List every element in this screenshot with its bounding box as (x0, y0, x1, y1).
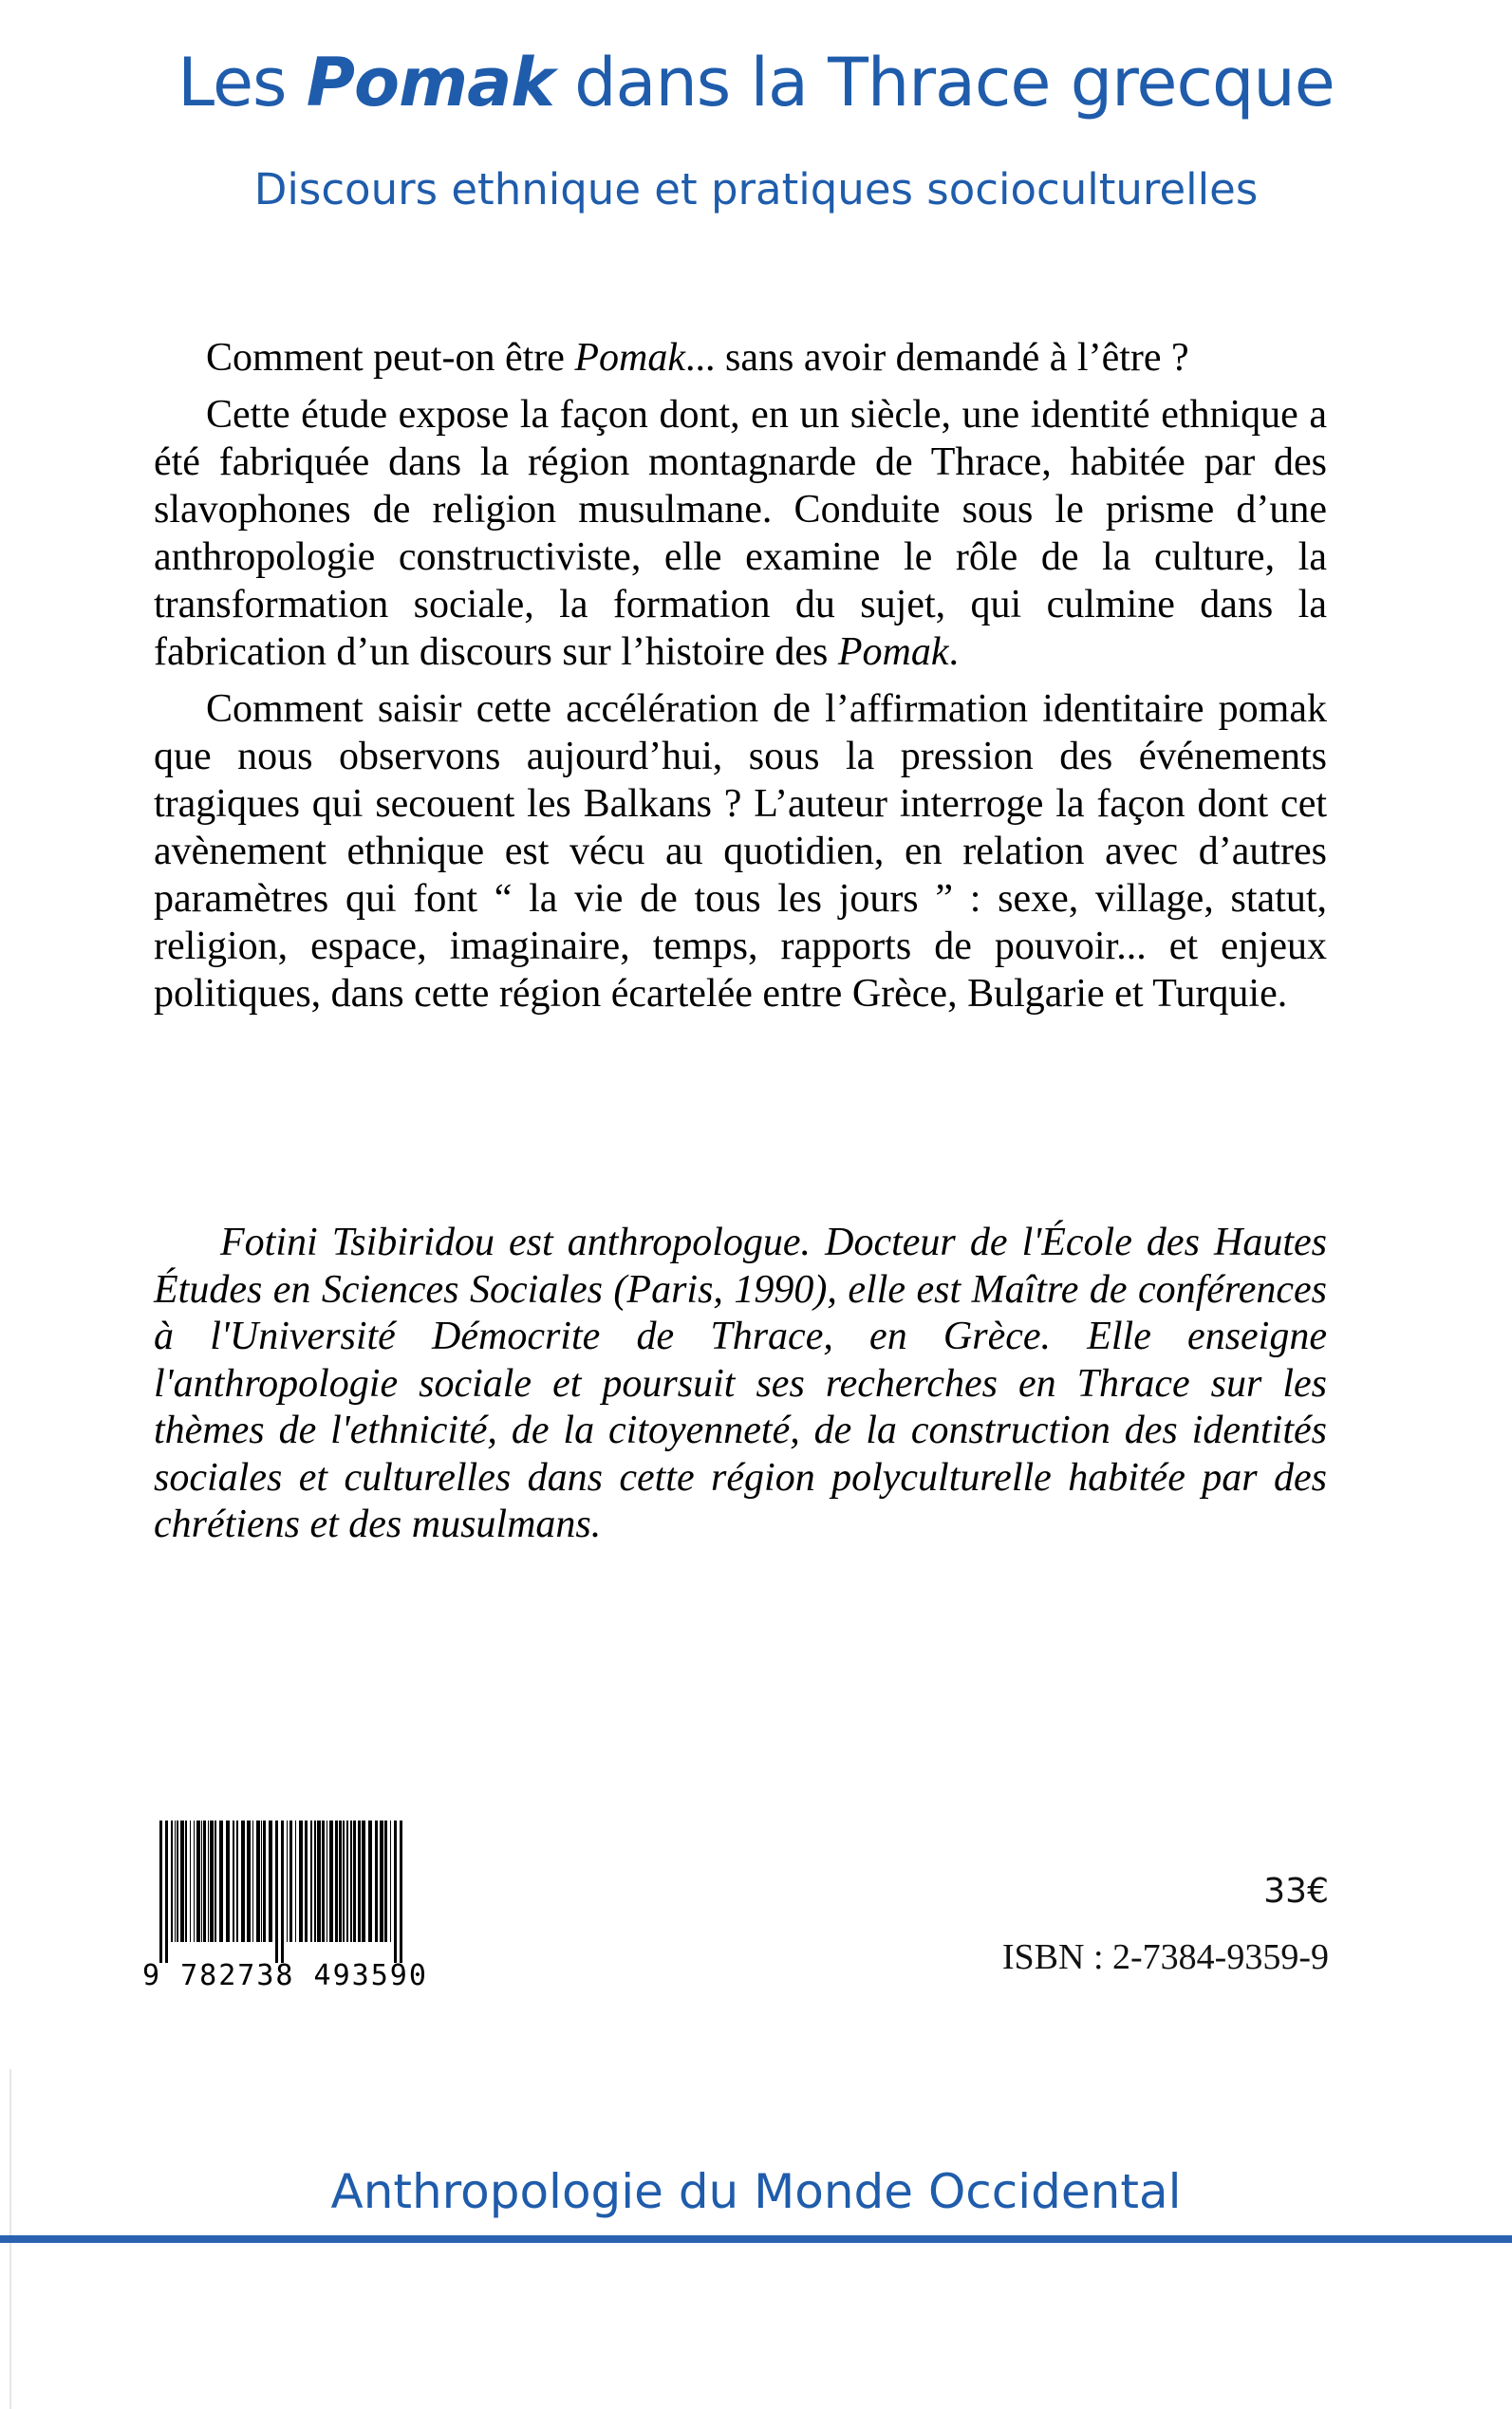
book-title (0, 40, 1512, 125)
barcode-bar (289, 1821, 292, 1942)
barcode-bar (215, 1821, 216, 1942)
barcode-bar (281, 1821, 284, 1963)
barcode-bar (310, 1821, 312, 1942)
barcode-bar (346, 1821, 348, 1942)
barcode-digits: 9 782738 493590 (142, 1959, 428, 1992)
author-bio: Fotini Tsibiridou est anthropologue. Docteur de l'École des Hautes Études en Sciences Sociales (Paris, 1990), elle est Maître de conférences à l'Université Démocrite de Thrace, en Grèce. Elle enseigne l'anthropologie sociale et poursuit ses recherches en Thrace sur les thèmes de l'ethnicité, de la citoyenneté, de la construction des identités sociales et culturelles dans cette région polyculturelle habitée par des chrétiens et des musulmans. (154, 1221, 1327, 1546)
barcode-bar (322, 1821, 325, 1942)
barcode-bar (159, 1821, 162, 1963)
barcode-bar (175, 1821, 176, 1942)
barcode-bar (210, 1821, 214, 1942)
barcode-bar (171, 1821, 173, 1942)
barcode-bar (247, 1821, 251, 1942)
barcode-bar (203, 1821, 206, 1942)
barcode-bar (314, 1821, 316, 1942)
barcode-bar (335, 1821, 338, 1942)
barcode-bar (384, 1821, 387, 1942)
barcode-bar (190, 1821, 191, 1942)
barcode-bar (362, 1821, 365, 1942)
barcode-bar (394, 1821, 397, 1963)
barcode-bar (390, 1821, 391, 1942)
barcode-bar (177, 1821, 178, 1942)
blurb-lead (154, 334, 1327, 382)
paragraph-2-end: . (948, 630, 959, 674)
barcode-bar (256, 1821, 260, 1942)
barcode-bar (269, 1821, 272, 1942)
barcode-bar (329, 1821, 333, 1942)
barcode-bar (180, 1821, 184, 1942)
barcode-bar (275, 1821, 278, 1963)
lead-text-1: Comment peut-on être (206, 336, 575, 380)
barcode-bar (233, 1821, 234, 1942)
barcode-bar (287, 1821, 288, 1942)
barcode-bar (400, 1821, 402, 1963)
barcode-bar (219, 1821, 223, 1942)
lead-emphasis: Pomak (574, 336, 686, 380)
barcode-bar (350, 1821, 352, 1942)
barcode-bar (358, 1821, 361, 1942)
lead-text-2: ... sans avoir demandé à l’être ? (685, 336, 1189, 380)
blurb (154, 334, 1327, 1027)
barcode-bar (263, 1821, 266, 1942)
barcode-bar (196, 1821, 200, 1942)
barcode-bar (226, 1821, 230, 1942)
paragraph-2-emphasis: Pomak (837, 630, 949, 674)
title-emphasis: Pomak (306, 44, 554, 121)
collection-name: Anthropologie du Monde Occidental (330, 2164, 1182, 2219)
title-suffix: dans la Thrace grecque (553, 44, 1335, 121)
barcode-bar (236, 1821, 238, 1942)
title-prefix: Les (177, 44, 307, 121)
barcode-bar (339, 1821, 342, 1942)
isbn: ISBN : 2-7384-9359-9 (1001, 1937, 1329, 1977)
price: 33€ (1263, 1872, 1329, 1911)
blurb-paragraph-2 (154, 391, 1327, 676)
barcode-bar (201, 1821, 202, 1942)
barcode-bar (343, 1821, 345, 1942)
barcode-bar (375, 1821, 378, 1942)
barcode-bar (165, 1821, 168, 1963)
barcode-bar (295, 1821, 296, 1942)
barcode-bar (299, 1821, 303, 1942)
barcode-bar (208, 1821, 209, 1942)
barcode-bar (241, 1821, 245, 1942)
barcode-bar (194, 1821, 195, 1942)
barcode-bar (368, 1821, 372, 1942)
barcode-bar (305, 1821, 308, 1942)
paragraph-2-text: Cette étude expose la façon dont, en un siècle, une identité ethnique a été fabriquée dans la région montagnarde de Thrace, habitée par des slavophones de religion musulmane. Conduite sous le prisme d’une anthropologie constructiviste, elle examine le rôle de la culture, la transformation sociale, la formation du sujet, qui culmine dans la fabrication d’un discours sur l’histoire des (154, 393, 1327, 674)
barcode-bar (185, 1821, 187, 1942)
book-subtitle: Discours ethnique et pratiques socioculturelles (253, 164, 1259, 215)
barcode-bar (380, 1821, 383, 1942)
barcode-bar (261, 1821, 262, 1942)
barcode-bar (252, 1821, 253, 1942)
barcode-bar (353, 1821, 356, 1942)
barcode-bar (317, 1821, 321, 1942)
barcode (158, 1821, 471, 1963)
collection-rule (0, 2235, 1512, 2243)
blurb-paragraph-3: Comment saisir cette accélération de l’affirmation identitaire pomak que nous observons aujourd’hui, sous la pression des événements tragiques qui secouent les Balkans ? L’auteur interroge la façon dont cet avènement ethnique est vécu au quotidien, en relation avec d’autres paramètres qui font “ la vie de tous les jours ” : sexe, village, statut, religion, espace, imaginaire, temps, rapports de pouvoir... et enjeux politiques, dans cette région écartelée entre Grèce, Bulgarie et Turquie. (154, 687, 1327, 1016)
